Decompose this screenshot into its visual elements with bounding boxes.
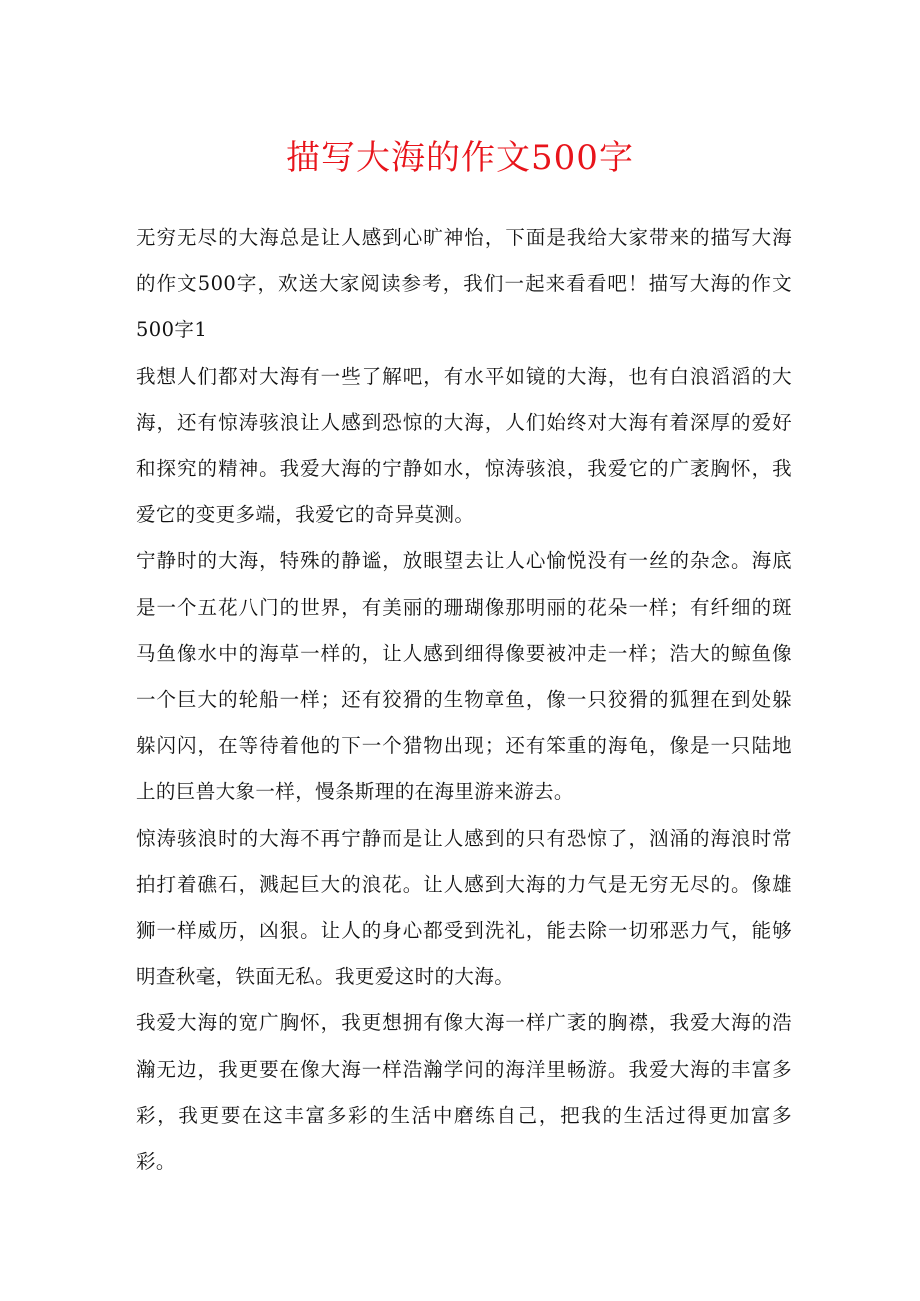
article-body [136,215,792,1185]
paragraph-3: 惊涛骇浪时的大海不再宁静而是让人感到的只有恐惊了，汹涌的海浪时常拍打着礁石，溅起巨大的浪花。让人感到大海的力气是无穷无尽的。像雄狮一样威历，凶狠。让人的身心都受到洗礼，能去除一切邪恶力气，能够明查秋毫，铁面无私。我更爱这时的大海。 [136,826,792,989]
paragraph-intro: 无穷无尽的大海总是让人感到心旷神怡，下面是我给大家带来的描写大海的作文500字，欢送大家阅读参考，我们一起来看看吧！描写大海的作文500字1 [136,226,792,342]
paragraph-2: 宁静时的大海，特殊的静谧，放眼望去让人心愉悦没有一丝的杂念。海底是一个五花八门的世界，有美丽的珊瑚像那明丽的花朵一样；有纤细的斑马鱼像水中的海草一样的，让人感到细得像要被冲走一样；浩大的鲸鱼像一个巨大的轮船一样；还有狡猾的生物章鱼，像一只狡猾的狐狸在到处躲躲闪闪，在等待着他的下一个猎物出现；还有笨重的海龟，像是一只陆地上的巨兽大象一样，慢条斯理的在海里游来游去。 [136,549,792,804]
paragraph-1: 我想人们都对大海有一些了解吧，有水平如镜的大海，也有白浪滔滔的大海，还有惊涛骇浪让人感到恐惊的大海，人们始终对大海有着深厚的爱好和探究的精神。我爱大海的宁静如水，惊涛骇浪，我爱它的广袤胸怀，我爱它的变更多端，我爱它的奇异莫测。 [136,364,792,527]
paragraph-4: 我爱大海的宽广胸怀，我更想拥有像大海一样广袤的胸襟，我爱大海的浩瀚无边，我更要在像大海一样浩瀚学问的海洋里畅游。我爱大海的丰富多彩，我更要在这丰富多彩的生活中磨练自己，把我的生活过得更加富多彩。 [136,1011,792,1174]
page-title: 描写大海的作文500字 [286,138,634,178]
